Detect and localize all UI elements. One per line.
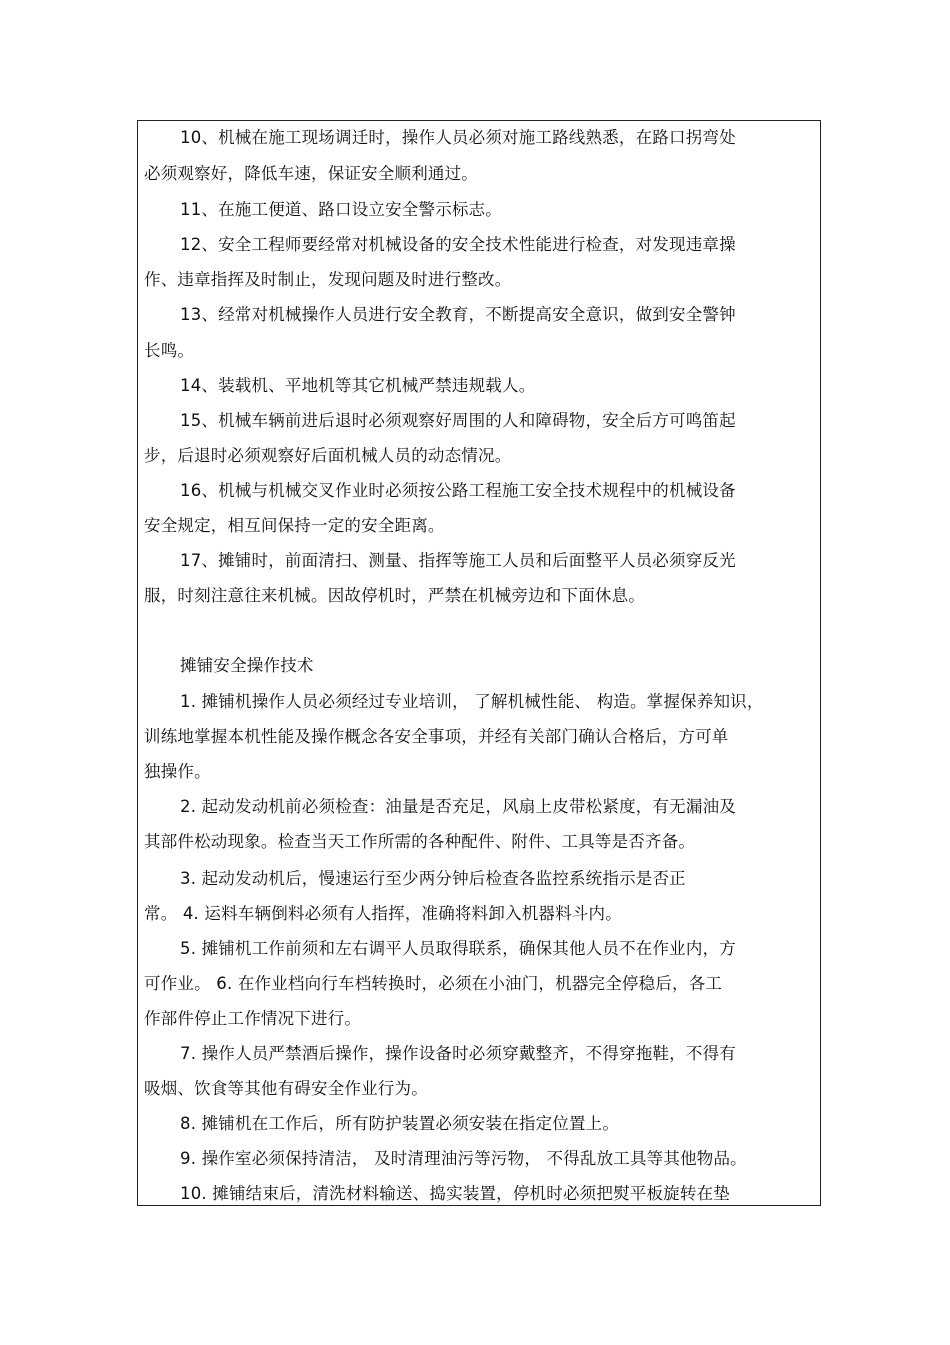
- text-line: 10. 摊铺结束后，清洗材料输送、捣实装置，停机时必须把熨平板旋转在垫: [180, 1184, 730, 1203]
- text-line: 作、违章指挥及时制止，发现问题及时进行整改。: [144, 270, 512, 289]
- text-line: 可作业。 6. 在作业档向行车档转换时，必须在小油门，机器完全停稳后，各工: [144, 974, 723, 993]
- text-line: 5. 摊铺机工作前须和左右调平人员取得联系，确保其他人员不在作业内，方: [180, 939, 736, 958]
- text-line: 服，时刻注意往来机械。因故停机时，严禁在机械旁边和下面休息。: [144, 586, 645, 605]
- text-line: 1. 摊铺机操作人员必须经过专业培训， 了解机械性能、 构造。掌握保养知识，: [180, 692, 764, 711]
- text-line: 16、机械与机械交叉作业时必须按公路工程施工安全技术规程中的机械设备: [180, 481, 736, 500]
- text-line: 其部件松动现象。检查当天工作所需的各种配件、附件、工具等是否齐备。: [144, 832, 696, 851]
- text-line: 12、安全工程师要经常对机械设备的安全技术性能进行检查，对发现违章操: [180, 235, 736, 254]
- text-line: 训练地掌握本机性能及操作概念各安全事项，并经有关部门确认合格后，方可单: [144, 727, 729, 746]
- text-line: 11、在施工便道、路口设立安全警示标志。: [180, 200, 502, 219]
- text-line: 长鸣。: [144, 341, 195, 360]
- section-heading: 摊铺安全操作技术: [180, 656, 314, 675]
- text-line: 15、机械车辆前进后退时必须观察好周围的人和障碍物，安全后方可鸣笛起: [180, 411, 736, 430]
- text-line: 必须观察好，降低车速，保证安全顺利通过。: [144, 164, 478, 183]
- text-line: 14、装载机、平地机等其它机械严禁违规载人。: [180, 376, 536, 395]
- text-line: 独操作。: [144, 762, 211, 781]
- text-line: 8. 摊铺机在工作后，所有防护装置必须安装在指定位置上。: [180, 1114, 620, 1133]
- text-line: 10、机械在施工现场调迁时，操作人员必须对施工路线熟悉，在路口拐弯处: [180, 128, 736, 147]
- text-line: 13、经常对机械操作人员进行安全教育，不断提高安全意识，做到安全警钟: [180, 305, 736, 324]
- text-line: 3. 起动发动机后，慢速运行至少两分钟后检查各监控系统指示是否正: [180, 869, 686, 888]
- text-line: 2. 起动发动机前必须检查：油量是否充足，风扇上皮带松紧度，有无漏油及: [180, 797, 736, 816]
- text-line: 7. 操作人员严禁酒后操作，操作设备时必须穿戴整齐，不得穿拖鞋，不得有: [180, 1044, 736, 1063]
- text-line: 步，后退时必须观察好后面机械人员的动态情况。: [144, 446, 512, 465]
- text-line: 吸烟、饮食等其他有碍安全作业行为。: [144, 1079, 428, 1098]
- text-line: 作部件停止工作情况下进行。: [144, 1009, 362, 1028]
- text-line: 常。 4. 运料车辆倒料必须有人指挥，准确将料卸入机器料斗内。: [144, 904, 622, 923]
- text-line: 17、摊铺时，前面清扫、测量、指挥等施工人员和后面整平人员必须穿反光: [180, 551, 736, 570]
- text-line: 安全规定，相互间保持一定的安全距离。: [144, 516, 445, 535]
- text-line: 9. 操作室必须保持清洁， 及时清理油污等污物， 不得乱放工具等其他物品。: [180, 1149, 747, 1168]
